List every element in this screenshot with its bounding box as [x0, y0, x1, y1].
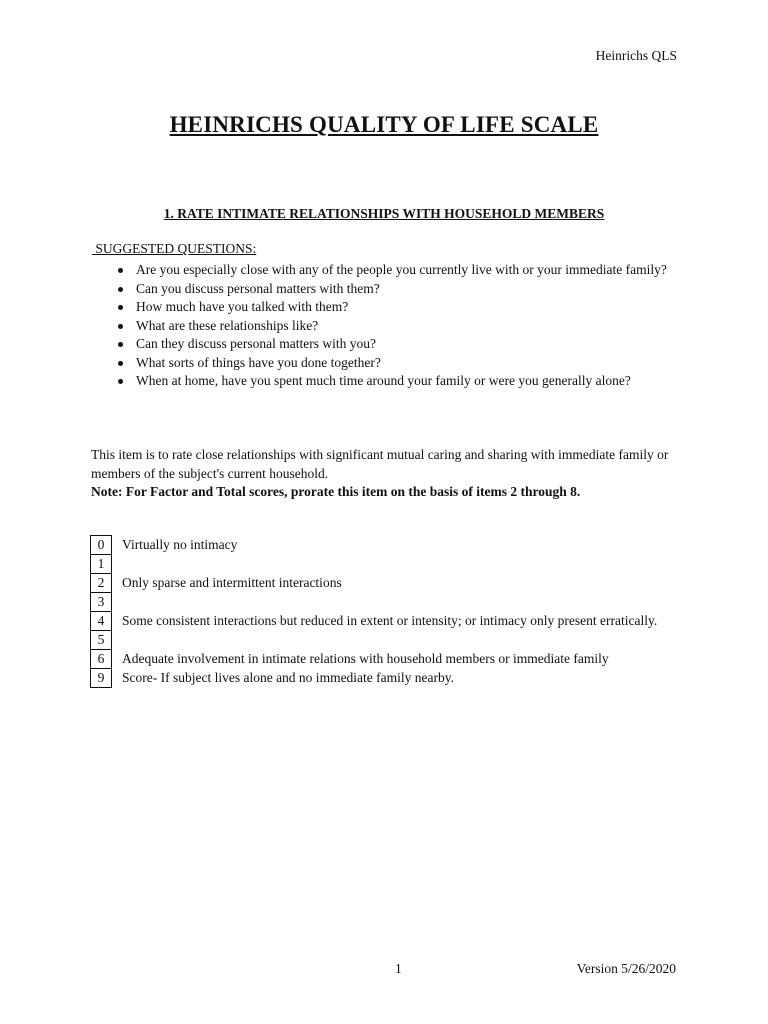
scoring-note: Note: For Factor and Total scores, prorate this item on the basis of items 2 through 8.: [91, 484, 581, 499]
score-value: 1: [91, 555, 112, 574]
scale-row: [91, 650, 683, 669]
header-label: Heinrichs QLS: [595, 48, 677, 63]
score-description: Only sparse and intermittent interactions: [122, 574, 342, 590]
score-description: Virtually no intimacy: [122, 536, 238, 552]
question-item: Can you discuss personal matters with them?: [118, 280, 678, 299]
score-description: Score- If subject lives alone and no immediate family nearby.: [122, 669, 455, 685]
score-value: 4: [91, 612, 112, 631]
scale-row: [91, 593, 683, 612]
score-description: Some consistent interactions but reduced in extent or intensity; or intimacy only present erratically.: [122, 612, 658, 628]
scale-row: [91, 555, 683, 574]
question-item: What sorts of things have you done together?: [118, 354, 678, 373]
scale-row: [91, 536, 683, 555]
version-label: Version 5/26/2020: [576, 961, 676, 976]
question-item: Can they discuss personal matters with you?: [118, 335, 678, 354]
scale-row: [91, 669, 683, 688]
question-item: Are you especially close with any of the people you currently live with or your immediate family?: [118, 261, 678, 280]
section-title: 1. RATE INTIMATE RELATIONSHIPS WITH HOUSEHOLD MEMBERS: [163, 206, 605, 221]
score-description: Adequate involvement in intimate relations with household members or immediate family: [122, 650, 609, 666]
page-number: 1: [395, 961, 402, 976]
question-item: When at home, have you spent much time around your family or were you generally alone?: [118, 372, 678, 391]
scale-row: [91, 574, 683, 593]
score-description: [112, 631, 683, 650]
scale-row: [91, 631, 683, 650]
questions-list: [118, 261, 678, 391]
page-title: HEINRICHS QUALITY OF LIFE SCALE: [169, 112, 599, 137]
score-description: [112, 593, 683, 612]
question-item: What are these relationships like?: [118, 317, 678, 336]
score-value: 3: [91, 593, 112, 612]
suggested-questions-label: SUGGESTED QUESTIONS:: [92, 241, 257, 256]
scale-row: [91, 612, 683, 631]
score-value: 0: [91, 536, 112, 555]
question-item: How much have you talked with them?: [118, 298, 678, 317]
score-value: 2: [91, 574, 112, 593]
score-value: 5: [91, 631, 112, 650]
item-description: This item is to rate close relationships with significant mutual caring and sharing with immediate family or members of the subject's current household.: [91, 447, 669, 481]
score-value: 6: [91, 650, 112, 669]
score-value: 9: [91, 669, 112, 688]
score-description: [112, 555, 683, 574]
rating-scale-table: [90, 535, 683, 688]
